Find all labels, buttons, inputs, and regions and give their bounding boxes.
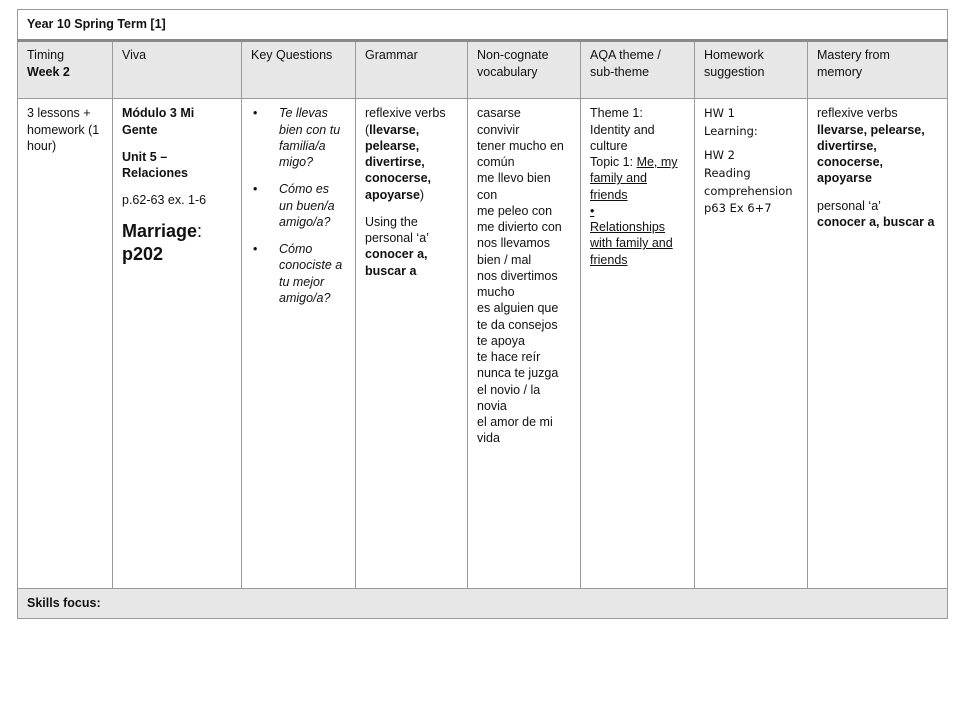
vocabulary-cell [468, 99, 581, 589]
vocab-item: me divierto con [477, 220, 562, 234]
header-grammar: Grammar [356, 41, 468, 99]
vocab-item: te hace reír [477, 350, 541, 364]
vocab-item: nos divertimos mucho [477, 268, 558, 299]
homework-cell [695, 99, 808, 589]
header-vocabulary: Non-cognate vocabulary [468, 41, 581, 99]
mastery-personal-a: personal ‘a’ [817, 198, 881, 213]
mastery-examples: conocer a, buscar a [817, 214, 935, 229]
scheme-of-work-table [17, 9, 948, 619]
viva-marriage: Marriage: [122, 220, 203, 241]
skills-row [18, 589, 948, 618]
viva-module: Módulo 3 Mi Gente [122, 106, 195, 137]
aqa-theme-cell [581, 99, 695, 589]
list-item: • Te llevas bien con tu familia/a migo? [253, 106, 341, 169]
title-row [18, 10, 948, 41]
vocab-item: el amor de mi vida [477, 415, 553, 446]
list-item: • Cómo es un buen/a amigo/a? [253, 182, 335, 229]
grammar-personal-a: Using the personal ‘a’ [365, 214, 429, 245]
header-key-questions: Key Questions [242, 41, 356, 99]
vocab-item: te apoya [477, 333, 525, 348]
header-homework: Homework suggestion [695, 41, 808, 99]
aqa-subtheme[interactable]: • Relationships with family and friends [590, 203, 673, 267]
grammar-label: reflexive verbs [365, 106, 446, 121]
vocab-item: convivir [477, 122, 520, 137]
hw2-title: HW 2 [704, 147, 735, 162]
timing-cell: 3 lessons + homework (1 hour) [18, 99, 113, 589]
aqa-topic: Topic 1: Me, my family and friends [590, 155, 678, 202]
grammar-cell: reflexive verbs (llevarse, pelearse, divertirse, conocerse, apoyarse) Using the personal ‘a’ conocer a, buscar a [356, 99, 468, 589]
mastery-label: reflexive verbs [817, 106, 898, 121]
aqa-theme: Theme 1: Identity and culture [590, 106, 655, 153]
table-title: Year 10 Spring Term [1] [18, 10, 948, 41]
grammar-verbs: llevarse, pelearse, divertirse, conocerse, apoyarse [365, 122, 432, 202]
vocab-item: es alguien que [477, 301, 559, 316]
key-questions-cell [242, 99, 356, 589]
header-row [18, 41, 948, 99]
header-timing-week: Week 2 [27, 64, 70, 79]
header-mastery: Mastery from memory [808, 41, 948, 99]
key-questions-list [251, 105, 346, 306]
vocab-item: casarse [477, 106, 521, 121]
vocab-item: me peleo con [477, 203, 553, 218]
viva-cell [113, 99, 242, 589]
viva-pages: p.62-63 ex. 1-6 [122, 193, 207, 208]
vocab-item: te da consejos [477, 317, 558, 332]
viva-marriage-page: p202 [122, 243, 164, 264]
skills-focus: Skills focus: [18, 589, 948, 618]
mastery-cell [808, 99, 948, 589]
header-viva: Viva [113, 41, 242, 99]
hw1-text: Learning: [704, 124, 758, 139]
vocab-item: el novio / la novia [477, 382, 541, 413]
vocab-item: nunca te juzga [477, 366, 559, 381]
hw1-title: HW 1 [704, 106, 735, 121]
topic-link[interactable]: Me, my family and friends [590, 155, 678, 202]
header-timing: Timing Week 2 [18, 41, 113, 99]
hw2-text: Reading comprehension p63 Ex 6+7 [704, 165, 793, 216]
subtheme-link: Relationships with family and friends [590, 220, 673, 267]
content-row [18, 99, 948, 589]
list-item: • Cómo conociste a tu mejor amigo/a? [253, 242, 343, 305]
viva-unit: Unit 5 – Relaciones [122, 149, 189, 180]
vocab-item: me llevo bien con [477, 171, 551, 202]
mastery-verbs: llevarse, pelearse, divertirse, conocerse, apoyarse [817, 122, 925, 186]
vocab-item: tener mucho en común [477, 138, 564, 169]
grammar-examples: conocer a, buscar a [365, 247, 428, 278]
vocab-item: nos llevamos bien / mal [477, 236, 550, 267]
header-aqa-theme: AQA theme / sub-theme [581, 41, 695, 99]
